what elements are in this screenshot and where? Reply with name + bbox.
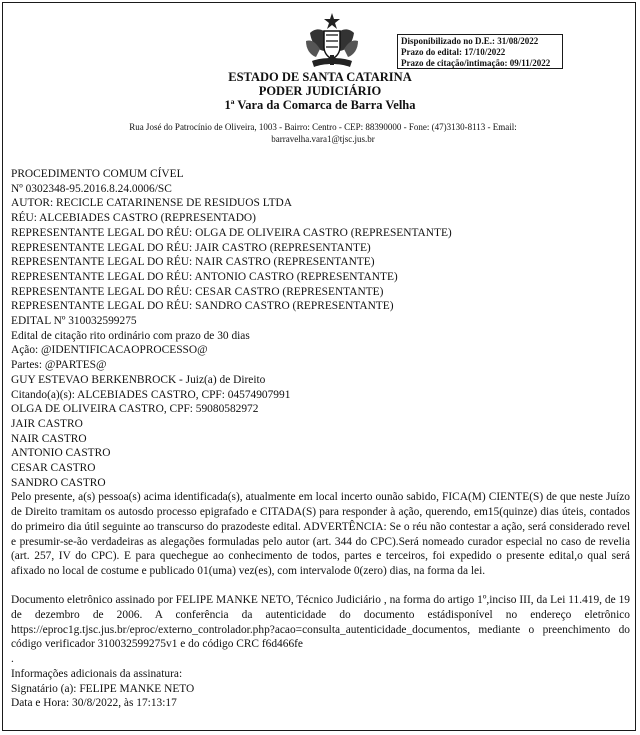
- legal-representative: REPRESENTANTE LEGAL DO RÉU: SANDRO CASTRO (REPRESENTANTE): [11, 300, 394, 313]
- signature-datetime: Data e Hora: 30/8/2022, às 17:13:17: [11, 697, 177, 710]
- paragraph-spacer: [11, 579, 630, 594]
- legal-representative: REPRESENTANTE LEGAL DO RÉU: NAIR CASTRO (REPRESENTANTE): [11, 256, 375, 269]
- cited-person: Citando(a)(s): ALCEBIADES CASTRO, CPF: 04574907991: [11, 388, 291, 401]
- edital-description: Edital de citação rito ordinário com prazo de 30 dias: [11, 329, 250, 342]
- publication-dates-box: [397, 34, 563, 69]
- separator-dot: .: [11, 653, 14, 666]
- signature-info-heading: Informações adicionais da assinatura:: [11, 667, 183, 680]
- cited-person: SANDRO CASTRO: [11, 476, 106, 489]
- address-line-1: Rua José do Patrocínio de Oliveira, 1003 - Bairro: Centro - CEP: 88390000 - Fone: (47)3130-8113 - Email:: [129, 122, 517, 132]
- defendant: RÉU: ALCEBIADES CASTRO (REPRESENTADO): [11, 212, 256, 225]
- action-placeholder: Ação: @IDENTIFICACAOPROCESSO@: [11, 344, 208, 357]
- address-line-2: barravelha.vara1@tjsc.jus.br: [271, 133, 375, 144]
- cited-person: JAIR CASTRO: [11, 417, 83, 430]
- procedure-type: PROCEDIMENTO COMUM CÍVEL: [11, 168, 184, 180]
- document-header: [3, 70, 636, 112]
- prazo-edital-date: Prazo do edital: 17/10/2022: [401, 47, 506, 57]
- cited-person: ANTONIO CASTRO: [11, 447, 111, 460]
- legal-representative: REPRESENTANTE LEGAL DO RÉU: CESAR CASTRO (REPRESENTANTE): [11, 285, 384, 298]
- edital-number: EDITAL Nº 310032599275: [11, 315, 137, 328]
- signatory: Signatário (a): FELIPE MANKE NETO: [11, 682, 195, 695]
- cited-person: CESAR CASTRO: [11, 462, 96, 475]
- legal-representative: REPRESENTANTE LEGAL DO RÉU: OLGA DE OLIVEIRA CASTRO (REPRESENTANTE): [11, 226, 452, 239]
- signature-paragraph: Documento eletrônico assinado por FELIPE MANKE NETO, Técnico Judiciário , na forma do artigo 1º,inciso III, da Lei 11.419, de 19 de dezembro de 2006. A conferência da autenticidade do documento estádisponível no endereço eletrônico https://eproc1g.tjsc.jus.br/eproc/externo_controlador.php?acao=consulta_autenticidade_documentos, mediante o preenchimento do código verificador 310032599275v1 e do código CRC f6d466fe: [11, 594, 630, 651]
- state-title: ESTADO DE SANTA CATARINA: [228, 70, 412, 84]
- edital-page: [2, 2, 636, 731]
- citation-paragraph: Pelo presente, a(s) pessoa(s) acima identificada(s), atualmente em local incerto ounão sabido, FICA(M) CIENTE(S) de que neste Juízo de Direito tramitam os autosdo processo epigrafado e CITADA(S) para responder à ação, querendo, em15(quinze) dias úteis, contados do primeiro dia útil seguinte ao transcurso do prazodeste edital. ADVERTÊNCIA: Se o réu não contestar a ação, será considerado revel e presumir-se-ão verdadeiras as alegações formuladas pelo autor (art. 344 do CPC).Será nomeado curador especial no caso de revelia (art. 257, IV do CPC). E para quechegue ao conhecimento de todos, partes e terceiros, foi expedido o presente edital,o qual será afixado no local de costume e publicado 01(uma) vez(es), com intervalode 0(zero) dias, na forma da lei.: [11, 491, 630, 577]
- coat-of-arms-icon: [300, 11, 364, 71]
- cited-person: NAIR CASTRO: [11, 432, 87, 445]
- court-address: [103, 122, 543, 145]
- judge-name: GUY ESTEVAO BERKENBROCK - Juiz(a) de Direito: [11, 373, 266, 386]
- plaintiff: AUTOR: RECICLE CATARINENSE DE RESIDUOS LTDA: [11, 197, 293, 210]
- edital-body: [11, 167, 630, 711]
- court-title: 1ª Vara da Comarca de Barra Velha: [224, 98, 416, 112]
- process-number: Nº 0302348-95.2016.8.24.0006/SC: [11, 182, 172, 195]
- prazo-citacao-date: Prazo de citação/intimação: 09/11/2022: [401, 58, 551, 68]
- power-title: PODER JUDICIÁRIO: [258, 84, 382, 98]
- parties-placeholder: Partes: @PARTES@: [11, 359, 107, 372]
- disponibilizado-date: Disponibilizado no D.E.: 31/08/2022: [401, 36, 539, 46]
- legal-representative: REPRESENTANTE LEGAL DO RÉU: ANTONIO CASTRO (REPRESENTANTE): [11, 270, 398, 283]
- cited-person: OLGA DE OLIVEIRA CASTRO, CPF: 59080582972: [11, 403, 259, 416]
- legal-representative: REPRESENTANTE LEGAL DO RÉU: JAIR CASTRO (REPRESENTANTE): [11, 241, 371, 254]
